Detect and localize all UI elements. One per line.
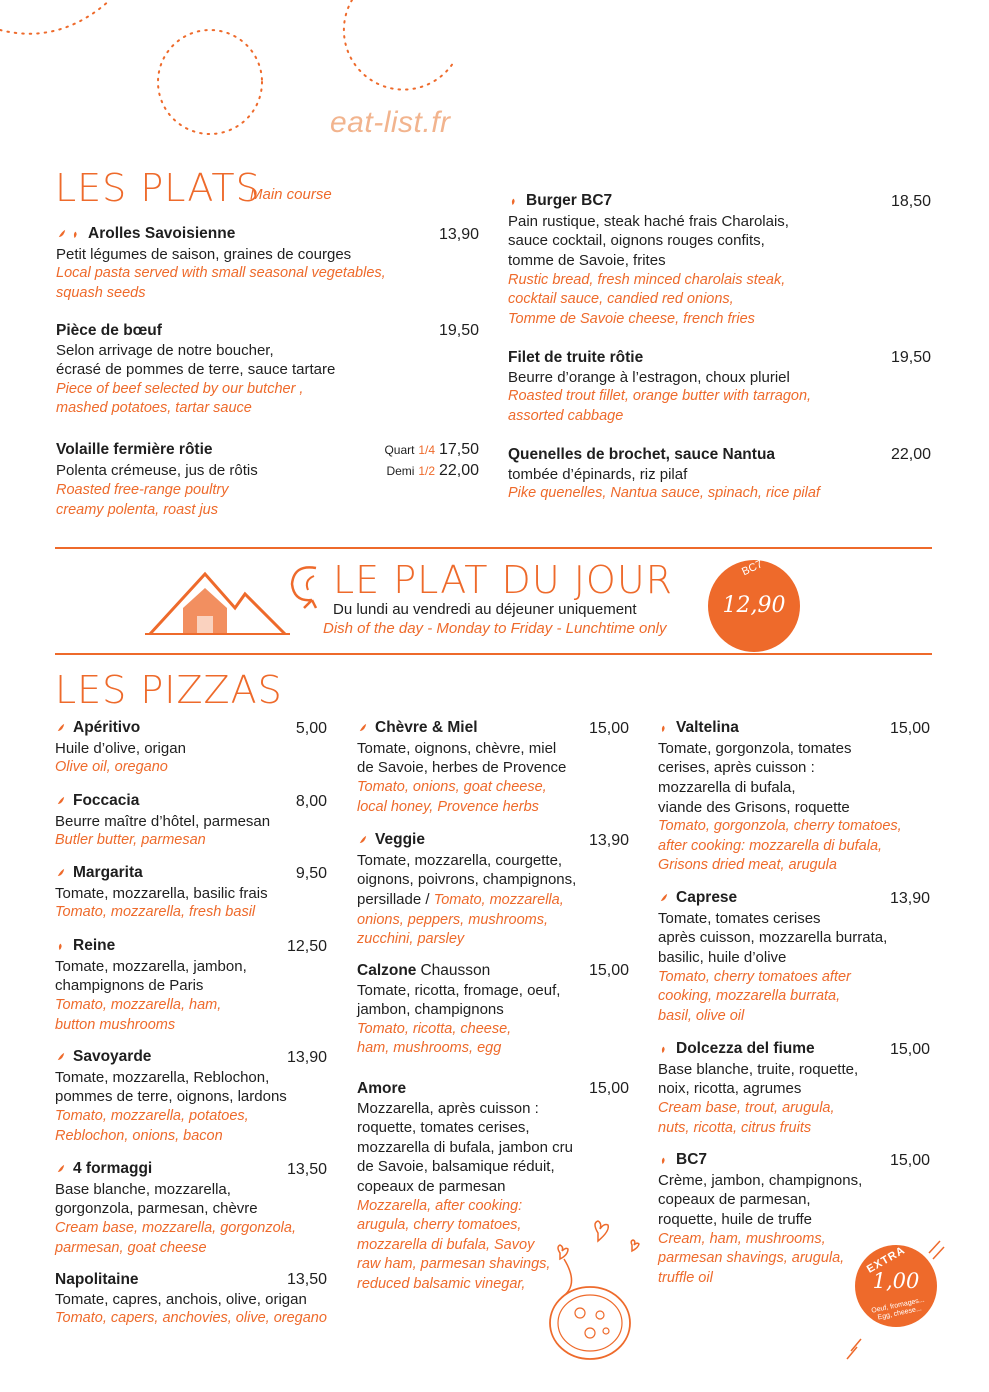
item-description-mixed: persillade / Tomato, mozzarella, [357, 891, 564, 909]
item-name: Caprese [676, 889, 738, 906]
item-price: 22,00 [890, 446, 931, 463]
chili-icon [55, 1051, 66, 1062]
item-price: 13,90 [588, 832, 629, 850]
item-name-suffix: Chausson [420, 962, 491, 979]
item-description-en: truffle oil [658, 1269, 713, 1286]
item-name: Margarita [73, 864, 143, 881]
chili-icon [55, 940, 66, 951]
item-description-fr: roquette, tomates cerises, [357, 1119, 530, 1137]
item-description-fr: Base blanche, mozzarella, [55, 1180, 231, 1198]
item-price: 13,50 [286, 1161, 327, 1179]
item-description-fr: Tomate, mozzarella, courgette, [357, 851, 563, 869]
extra-price-badge [855, 1245, 937, 1327]
menu-item [508, 445, 931, 504]
item-description-en: Cream, ham, mushrooms, [658, 1230, 826, 1247]
item-price-quart: Quart 1/4 17,50 [384, 441, 479, 458]
item-description-en: Rustic bread, fresh minced charolais steak, [508, 271, 786, 288]
item-description-en: parmesan, goat cheese [55, 1239, 207, 1256]
item-price: 15,00 [588, 720, 629, 738]
item-description-fr: Tomate, capres, anchois, olive, origan [55, 1290, 307, 1308]
item-price: 15,00 [889, 720, 930, 738]
item-price: 5,00 [295, 720, 327, 738]
menu-item [55, 863, 327, 923]
chili-icon [55, 867, 66, 878]
item-description-en: mozzarella di bufala, Savoy [357, 1236, 535, 1253]
item-description-en: Local pasta served with small seasonal vegetables, [56, 265, 386, 282]
plat-du-jour-description-en: Dish of the day - Monday to Friday - Lunchtime only [323, 620, 667, 637]
menu-item [357, 1079, 629, 1295]
item-description-en: Tomato, onions, goat cheese, [357, 779, 547, 796]
item-description-en: Tomato, ricotta, cheese, [357, 1020, 512, 1037]
item-description-en: cocktail sauce, candied red onions, [508, 291, 734, 308]
item-description-en: assorted cabbage [508, 407, 624, 424]
item-price: 8,00 [295, 793, 327, 811]
item-description-fr: Tomate, mozzarella, jambon, [55, 957, 247, 975]
item-price: 12,50 [286, 938, 327, 956]
item-description-fr: copeaux de parmesan, [658, 1191, 811, 1209]
chili-icon [658, 892, 669, 903]
plats-subtitle: Main course [250, 186, 332, 203]
plats-title: LES PLATS [55, 166, 261, 210]
item-name: Valtelina [676, 719, 739, 736]
item-description-fr: mozzarella di bufala, jambon cru [357, 1138, 573, 1156]
item-price: 13,50 [286, 1271, 327, 1288]
menu-item [658, 1039, 930, 1138]
chef-hat-icon [286, 562, 328, 610]
menu-item [55, 1159, 327, 1258]
plat-du-jour-price-badge [708, 560, 800, 652]
divider [55, 547, 932, 549]
item-description-fr: tombée d’épinards, riz pilaf [508, 465, 688, 483]
chili-icon [508, 195, 519, 206]
item-description-en: Piece of beef selected by our butcher , [56, 380, 304, 397]
pizzas-title: LES PIZZAS [55, 668, 283, 712]
item-name: BC7 [676, 1151, 708, 1168]
badge-label: BC7 [740, 558, 765, 579]
item-name: Volaille fermière rôtie [56, 441, 213, 458]
item-description-fr: viande des Grisons, roquette [658, 798, 850, 816]
item-description-en: Roasted trout fillet, orange butter with tarragon, [508, 388, 812, 405]
menu-item [357, 718, 629, 817]
item-description-en: Olive oil, oregano [55, 759, 168, 776]
item-description-en: nuts, ricotta, citrus fruits [658, 1119, 812, 1136]
item-description-fr: de Savoie, balsamique réduit, [357, 1158, 555, 1176]
menu-item [55, 1047, 327, 1146]
item-description-en: Tomato, mozzarella, fresh basil [55, 904, 256, 921]
item-description-fr: Pain rustique, steak haché frais Charolais, [508, 212, 789, 230]
item-name: Arolles Savoisienne [88, 225, 236, 242]
chili-icon [55, 795, 66, 806]
menu-item [357, 830, 629, 950]
item-description-fr: basilic, huile d’olive [658, 949, 787, 967]
item-description-en: basil, olive oil [658, 1007, 745, 1024]
item-description-fr: Tomate, ricotta, fromage, oeuf, [357, 981, 561, 999]
menu-item [56, 321, 479, 419]
item-price: 9,50 [295, 865, 327, 883]
menu-item [357, 961, 629, 1059]
divider [55, 653, 932, 655]
chili-icon [357, 834, 368, 845]
menu-item [55, 718, 327, 778]
item-description-en: ham, mushrooms, egg [357, 1040, 502, 1057]
item-description-fr: pommes de terre, oignons, lardons [55, 1088, 287, 1106]
item-name: Foccacia [73, 792, 140, 809]
item-name: 4 formaggi [73, 1160, 153, 1177]
item-description-en: local honey, Provence herbs [357, 798, 539, 815]
item-description-en: reduced balsamic vinegar, [357, 1275, 526, 1292]
item-description-fr: oignons, poivrons, champignons, [357, 871, 577, 889]
item-description-en: Reblochon, onions, bacon [55, 1127, 223, 1144]
item-description-en: squash seeds [56, 285, 146, 302]
item-name: Calzone [357, 962, 417, 979]
chili-icon [658, 722, 669, 733]
item-description-en: creamy polenta, roast jus [56, 501, 218, 518]
chili-icon [56, 228, 67, 239]
item-description-fr: Selon arrivage de notre boucher, [56, 341, 274, 359]
item-description-en: cooking, mozzarella burrata, [658, 988, 841, 1005]
item-price: 15,00 [889, 1152, 930, 1170]
item-description-en: zucchini, parsley [357, 931, 465, 948]
item-description-en: Mozzarella, after cooking: [357, 1197, 523, 1214]
item-price: 15,00 [588, 1080, 629, 1097]
item-description-en: Cream base, mozzarella, gorgonzola, [55, 1220, 296, 1237]
item-description-fr: Crème, jambon, champignons, [658, 1171, 863, 1189]
plat-du-jour-title: LE PLAT DU JOUR [333, 558, 674, 602]
item-price: 13,90 [889, 890, 930, 908]
item-name: Apéritivo [73, 719, 141, 736]
item-description-fr: tomme de Savoie, frites [508, 252, 666, 270]
item-price: 18,50 [890, 193, 931, 211]
item-description-en: Tomato, cherry tomatoes after [658, 968, 851, 985]
item-price: 15,00 [588, 962, 629, 979]
item-name: Reine [73, 937, 116, 954]
item-description-fr: mozzarella di bufala, [658, 779, 796, 797]
item-description-fr: Petit légumes de saison, graines de courges [56, 245, 352, 263]
item-description-fr: Tomate, oignons, chèvre, miel [357, 739, 557, 757]
menu-item [56, 440, 479, 520]
badge-price: 1,00 [872, 1269, 920, 1293]
item-name: Napolitaine [55, 1271, 139, 1288]
menu-item [658, 888, 930, 1026]
item-name: Chèvre & Miel [375, 719, 478, 736]
badge-price: 12,90 [722, 593, 786, 618]
item-description-en: Roasted free-range poultry [56, 482, 229, 499]
item-description-fr: roquette, huile de truffe [658, 1211, 812, 1229]
item-description-en: Tomato, gorgonzola, cherry tomatoes, [658, 818, 902, 835]
item-name: Amore [357, 1080, 407, 1097]
item-description-fr: Beurre d’orange à l’estragon, choux pluriel [508, 368, 790, 386]
item-description-fr: Base blanche, truite, roquette, [658, 1060, 859, 1078]
item-description-fr: Huile d’olive, origan [55, 739, 186, 757]
item-description-fr: champignons de Paris [55, 977, 204, 995]
item-price-demi: Demi 1/2 22,00 [386, 461, 479, 479]
chili-icon [357, 722, 368, 733]
menu-item [55, 936, 327, 1035]
item-description-fr: écrasé de pommes de terre, sauce tartare [56, 361, 336, 379]
item-description-fr: Tomate, mozzarella, basilic frais [55, 884, 268, 902]
item-description-en: button mushrooms [55, 1016, 176, 1033]
item-name: Veggie [375, 831, 425, 848]
item-name: Burger BC7 [526, 192, 613, 209]
item-description-en: Tomme de Savoie cheese, french fries [508, 310, 755, 327]
item-price: 19,50 [438, 322, 479, 339]
item-description-fr: Tomate, tomates cerises [658, 909, 821, 927]
watermark: eat-list.fr [330, 106, 451, 139]
item-name: Dolcezza del fiume [676, 1040, 815, 1057]
item-description-en: parmesan shavings, arugula, [658, 1250, 845, 1267]
item-description-fr: sauce cocktail, oignons rouges confits, [508, 232, 765, 250]
item-name: Filet de truite rôtie [508, 349, 644, 366]
menu-item [56, 224, 479, 304]
item-description-fr: Polenta crémeuse, jus de rôtis [56, 461, 258, 479]
item-description-fr: de Savoie, herbes de Provence [357, 759, 567, 777]
mountain-house-logo-icon [145, 566, 290, 638]
chili-icon [658, 1043, 669, 1054]
item-name: Savoyarde [73, 1048, 152, 1065]
item-description-en: Pike quenelles, Nantua sauce, spinach, rice pilaf [508, 485, 820, 502]
item-price: 13,90 [438, 226, 479, 244]
chili-icon [55, 722, 66, 733]
menu-item [508, 191, 931, 329]
item-description-fr: gorgonzola, parmesan, chèvre [55, 1200, 258, 1218]
item-description-fr: copeaux de parmesan [357, 1177, 506, 1195]
chili-icon [70, 228, 81, 239]
item-name: Pièce de bœuf [56, 322, 162, 339]
item-description-en: Grisons dried meat, arugula [658, 857, 837, 874]
item-price: 13,90 [286, 1049, 327, 1067]
badge-note: Oeuf, fromages... Egg, cheese... [870, 1296, 926, 1322]
item-name: Quenelles de brochet, sauce Nantua [508, 446, 776, 463]
item-description-en: onions, peppers, mushrooms, [357, 911, 549, 928]
item-description-en: Cream base, trout, arugula, [658, 1100, 835, 1117]
plat-du-jour-description-fr: Du lundi au vendredi au déjeuner uniquement [333, 601, 637, 618]
item-description-fr: cerises, après cuisson : [658, 759, 815, 777]
item-description-en: Tomato, mozzarella, potatoes, [55, 1108, 249, 1125]
badge-label: EXTRA [864, 1244, 908, 1276]
item-description-fr: jambon, champignons [357, 1001, 504, 1019]
menu-item [508, 348, 931, 426]
item-description-fr: Tomate, gorgonzola, tomates [658, 739, 852, 757]
item-description-fr: Mozzarella, après cuisson : [357, 1099, 539, 1117]
menu-item [55, 791, 327, 851]
item-description-en: Tomato, mozzarella, ham, [55, 997, 222, 1014]
item-price: 15,00 [889, 1041, 930, 1059]
item-description-fr: Beurre maître d’hôtel, parmesan [55, 812, 271, 830]
item-description-en: raw ham, parmesan shavings, [357, 1256, 551, 1273]
item-description-fr: après cuisson, mozzarella burrata, [658, 929, 888, 947]
item-description-en: Tomato, capers, anchovies, olive, oregano [55, 1310, 327, 1327]
chili-icon [55, 1163, 66, 1174]
menu-item [55, 1270, 327, 1329]
item-description-fr: noix, ricotta, agrumes [658, 1080, 802, 1098]
item-price: 19,50 [890, 349, 931, 366]
item-description-en: after cooking: mozzarella di bufala, [658, 837, 883, 854]
menu-item [658, 718, 930, 876]
item-description-fr: Tomate, mozzarella, Reblochon, [55, 1068, 270, 1086]
item-description-en: arugula, cherry tomatoes, [357, 1217, 522, 1234]
item-description-en: Butler butter, parmesan [55, 832, 206, 849]
item-description-en: mashed potatoes, tartar sauce [56, 400, 252, 417]
chili-icon [658, 1154, 669, 1165]
